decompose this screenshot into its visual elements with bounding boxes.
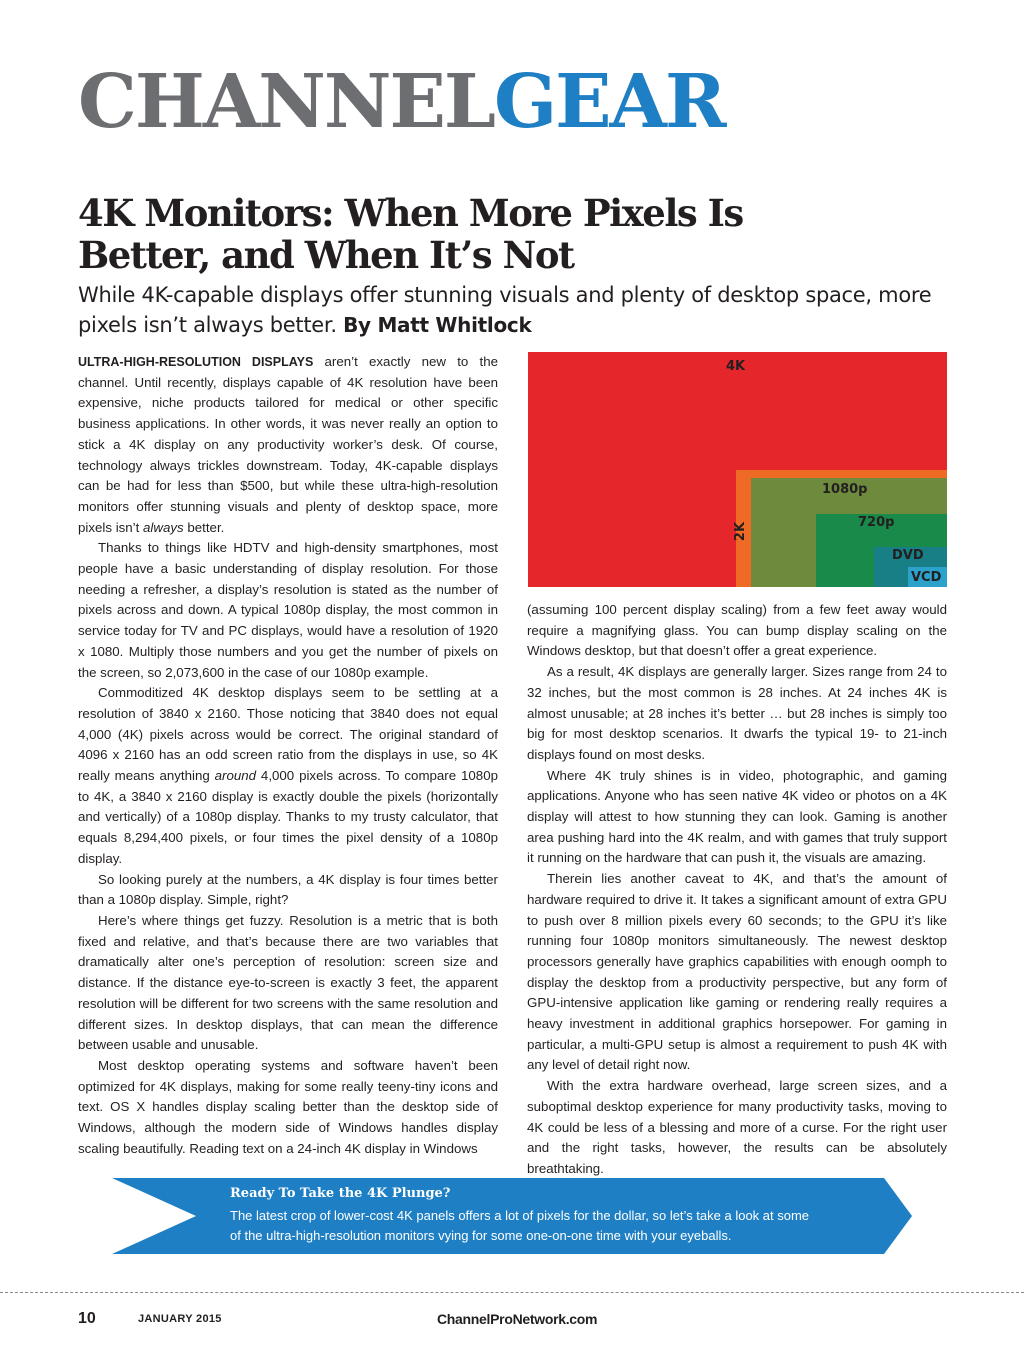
body-emphasis: around bbox=[214, 768, 257, 784]
callout-banner bbox=[112, 1178, 912, 1254]
body-text: better. bbox=[183, 519, 225, 535]
body-text: aren’t exactly new to the channel. Until recently, displays capable of 4K resolution have been expensive, niche products tailored for medical or other specific business applications. In other words, it was never really an option to stick a 4K display on any productivity worker’s desk. Of course, technology always trickles downstream. Today, 4K-capable displays can be had for less than $500, but while these ultra-high-resolution monitors offer stunning visuals and plenty of desktop space, more pixels isn’t bbox=[78, 354, 498, 535]
label-4k: 4K bbox=[726, 359, 746, 374]
body-text: Commoditized 4K desktop displays seem to be settling at a resolution of 3840 x 2160. Those noticing that 3840 does not equal 4,000 (4K) pixels across would be correct. The original standard of 4096 x 2160 has an odd screen ratio from the displays in use, so 4K really means anything bbox=[78, 685, 498, 784]
label-dvd: DVD bbox=[892, 548, 924, 563]
article-headline: 4K Monitors: When More Pixels Is Better, and When It’s Not bbox=[78, 191, 743, 277]
masthead-gear: GEAR bbox=[493, 59, 725, 145]
body-paragraph: With the extra hardware overhead, large screen sizes, and a suboptimal desktop experience for many productivity tasks, moving to 4K could be less of a blessing and more of a curse. For the right user and the right tasks, however, the results can be absolutely breathtaking. bbox=[527, 1078, 947, 1176]
body-text: 4,000 pixels across. To compare 1080p to 4K, a 3840 x 2160 display is exactly double the pixels (horizontally and vertically) of a 1080p display. Thanks to my trusty calculator, that equals 8,294,400 pixels, or four times the pixel density of a 1080p display. bbox=[78, 768, 498, 866]
callout-text: The latest crop of lower-cost 4K panels offers a lot of pixels for the dollar, so let’s take a look at some of the ultra-high-resolution monitors vying for some one-on-one time with your eyeballs. bbox=[230, 1208, 810, 1243]
lead-in: ULTRA-HIGH-RESOLUTION DISPLAYS bbox=[78, 355, 314, 369]
resolution-diagram-graphic bbox=[528, 352, 947, 587]
body-column-right bbox=[527, 600, 947, 1180]
label-2k: 2K bbox=[733, 521, 749, 542]
byline: By Matt Whitlock bbox=[343, 313, 532, 337]
body-paragraph: (assuming 100 percent display scaling) from a few feet away would require a magnifying glass. You can bump display scaling on the Windows desktop, but that doesn’t offer a great experience. bbox=[527, 602, 947, 659]
body-emphasis: always bbox=[143, 519, 184, 535]
body-paragraph: Here’s where things get fuzzy. Resolution is a metric that is both fixed and relative, and that’s because there are two variables that dramatically alter one’s perception of resolution: screen size and distance. If the distance eye-to-screen is exactly 3 feet, the apparent resolution will be different for two screens with the same resolution and different sizes. In desktop displays, that can mean the difference between usable and unusable. bbox=[78, 912, 498, 1053]
body-paragraph: As a result, 4K displays are generally larger. Sizes range from 24 to 32 inches, but the most common is 28 inches. At 24 inches 4K is almost unusable; at 28 inches it’s better … but 28 inches is simply too big for most desktop scenarios. It dwarfs the typical 19- to 21-inch displays found on most desks. bbox=[527, 664, 947, 762]
body-paragraph bbox=[78, 683, 498, 869]
page-number: 10 bbox=[78, 1310, 96, 1327]
body-paragraph: Therein lies another caveat to 4K, and that’s the amount of hardware required to drive it. It takes a significant amount of extra GPU to push over 8 million pixels every 60 seconds; to the GPU it’s like running four 1080p monitors simultaneously. The newest desktop processors generally have graphics capabilities with enough oomph to display the desktop from a productivity perspective, but any form of GPU-intensive application like gaming or rendering really requires a heavy investment in additional graphics horsepower. For gaming in particular, a multi-GPU setup is almost a requirement to push 4K with any level of detail right now. bbox=[527, 871, 947, 1073]
body-paragraph: Where 4K truly shines is in video, photographic, and gaming applications. Anyone who has seen native 4K video or photos on a 4K display will attest to how stunning they can look. Gaming is another area pushing hard into the 4K realm, and with games that truly support it running on the hardware that can push it, the visuals are amazing. bbox=[527, 767, 947, 866]
masthead-channel: CHANNEL bbox=[78, 59, 494, 145]
article-dek bbox=[78, 280, 958, 340]
label-720p: 720p bbox=[858, 515, 895, 530]
footer-divider bbox=[0, 1292, 1024, 1293]
masthead bbox=[78, 59, 725, 145]
issue-date: JANUARY 2015 bbox=[138, 1313, 222, 1325]
body-paragraph bbox=[78, 352, 498, 538]
callout-title: Ready To Take the 4K Plunge? bbox=[230, 1186, 451, 1201]
body-paragraph: Thanks to things like HDTV and high-density smartphones, most people have a basic understanding of display resolution. For those needing a refresher, a display’s resolution is stated as the number of pixels across and down. A typical 1080p display, the most common in service today for TV and PC displays, would have a resolution of 1920 x 1080. Multiply those numbers and you get the number of pixels on the screen, so 2,073,600 in the case of our 1080p example. bbox=[78, 540, 498, 680]
body-column-left bbox=[78, 352, 498, 1159]
body-paragraph: Most desktop operating systems and software haven’t been optimized for 4K displays, making for some really teeny-tiny icons and text. OS X handles display scaling better than the desktop side of Windows, although the modern side of Windows handles display scaling beautifully. Reading text on a 24-inch 4K display in Windows bbox=[78, 1057, 498, 1156]
label-vcd: VCD bbox=[911, 570, 942, 585]
site-url: ChannelProNetwork.com bbox=[437, 1311, 598, 1327]
body-paragraph: So looking purely at the numbers, a 4K display is four times better than a 1080p display. Simple, right? bbox=[78, 871, 498, 908]
resolution-diagram bbox=[528, 352, 947, 587]
label-1080p: 1080p bbox=[822, 482, 868, 497]
dek-text: While 4K-capable displays offer stunning visuals and plenty of desktop space, more pixels isn’t always better. bbox=[78, 283, 932, 337]
